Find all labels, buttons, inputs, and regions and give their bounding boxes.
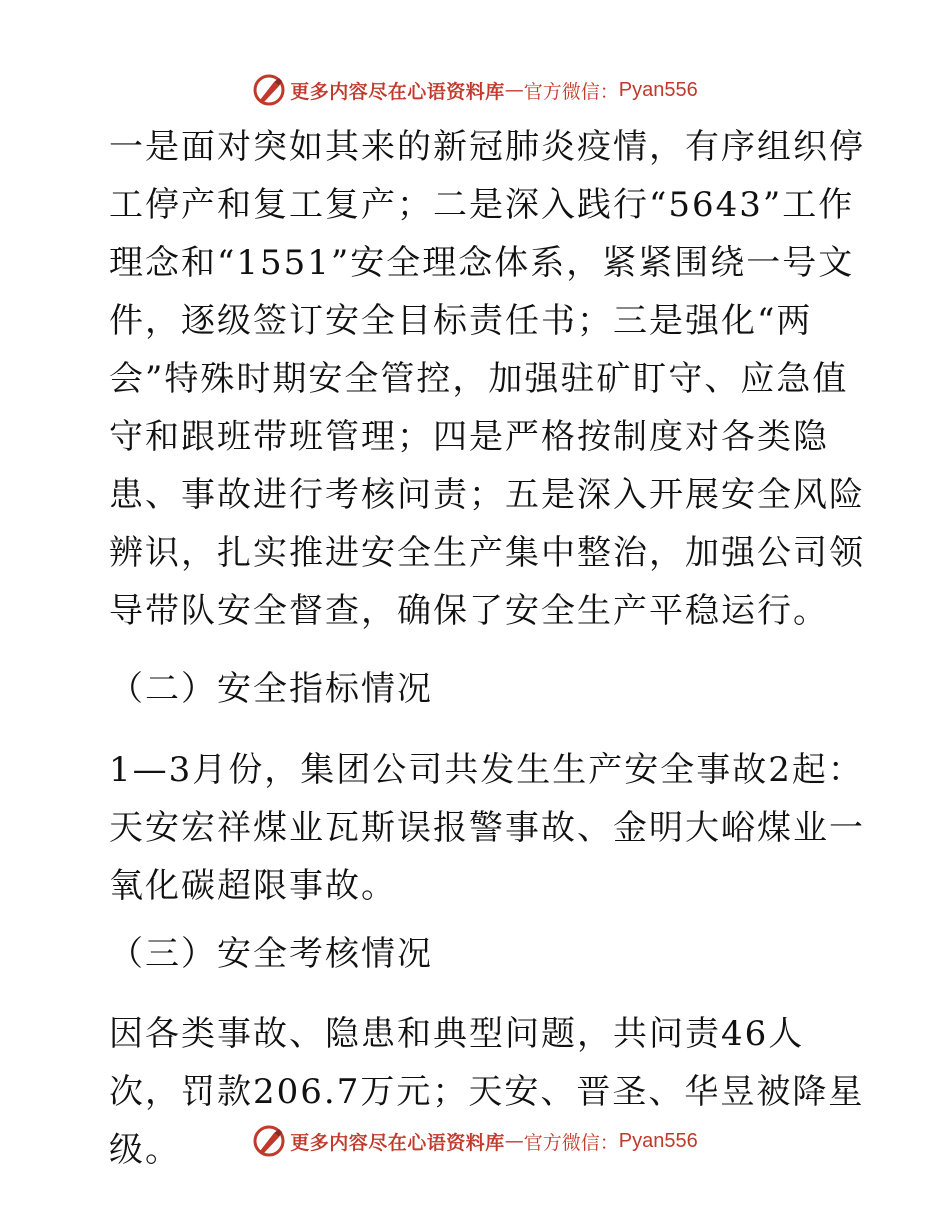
footer-separator: —: [504, 1130, 524, 1152]
header-banner: [0, 70, 950, 110]
banner-wechat-id: Pyan556: [618, 78, 698, 101]
footer-wechat-label: 官方微信：: [523, 1131, 619, 1154]
footer-brand-text: 更多内容尽在心语资料库: [290, 1131, 505, 1154]
section-heading-safety-assessment: （三）安全考核情况: [109, 934, 433, 974]
paragraph-safety-indicators: 1—3月份，集团公司共发生生产安全事故2起：天安宏祥煤业瓦斯误报警事故、金明大峪煤业一氧化碳超限事故。: [109, 750, 865, 906]
footer-banner: [0, 1121, 950, 1161]
banner-brand-text: 更多内容尽在心语资料库: [290, 80, 505, 103]
footer-wechat-id: Pyan556: [618, 1129, 698, 1152]
paragraph-measures: 一是面对突如其来的新冠肺炎疫情，有序组织停工停产和复工复产；二是深入践行“5643”工作理念和“1551”安全理念体系，紧紧围绕一号文件，逐级签订安全目标责任书；三是强化“两会”特殊时期安全管控，加强驻矿盯守、应急值守和跟班带班管理；四是严格按制度对各类隐患、事故进行考核问责；五是深入开展安全风险辨识，扎实推进安全生产集中整治，加强公司领导带队安全督查，确保了安全生产平稳运行。: [109, 127, 865, 631]
section-heading-safety-indicators: （二）安全指标情况: [109, 669, 433, 709]
pen-nib-logo-icon: [252, 1124, 286, 1158]
paragraph-safety-assessment: 因各类事故、隐患和典型问题，共问责46人次，罚款206.7万元；天安、晋圣、华昱被降星级。: [109, 1014, 865, 1170]
pen-nib-logo-icon: [252, 73, 286, 107]
banner-separator: —: [504, 79, 524, 101]
banner-wechat-label: 官方微信：: [523, 80, 619, 103]
